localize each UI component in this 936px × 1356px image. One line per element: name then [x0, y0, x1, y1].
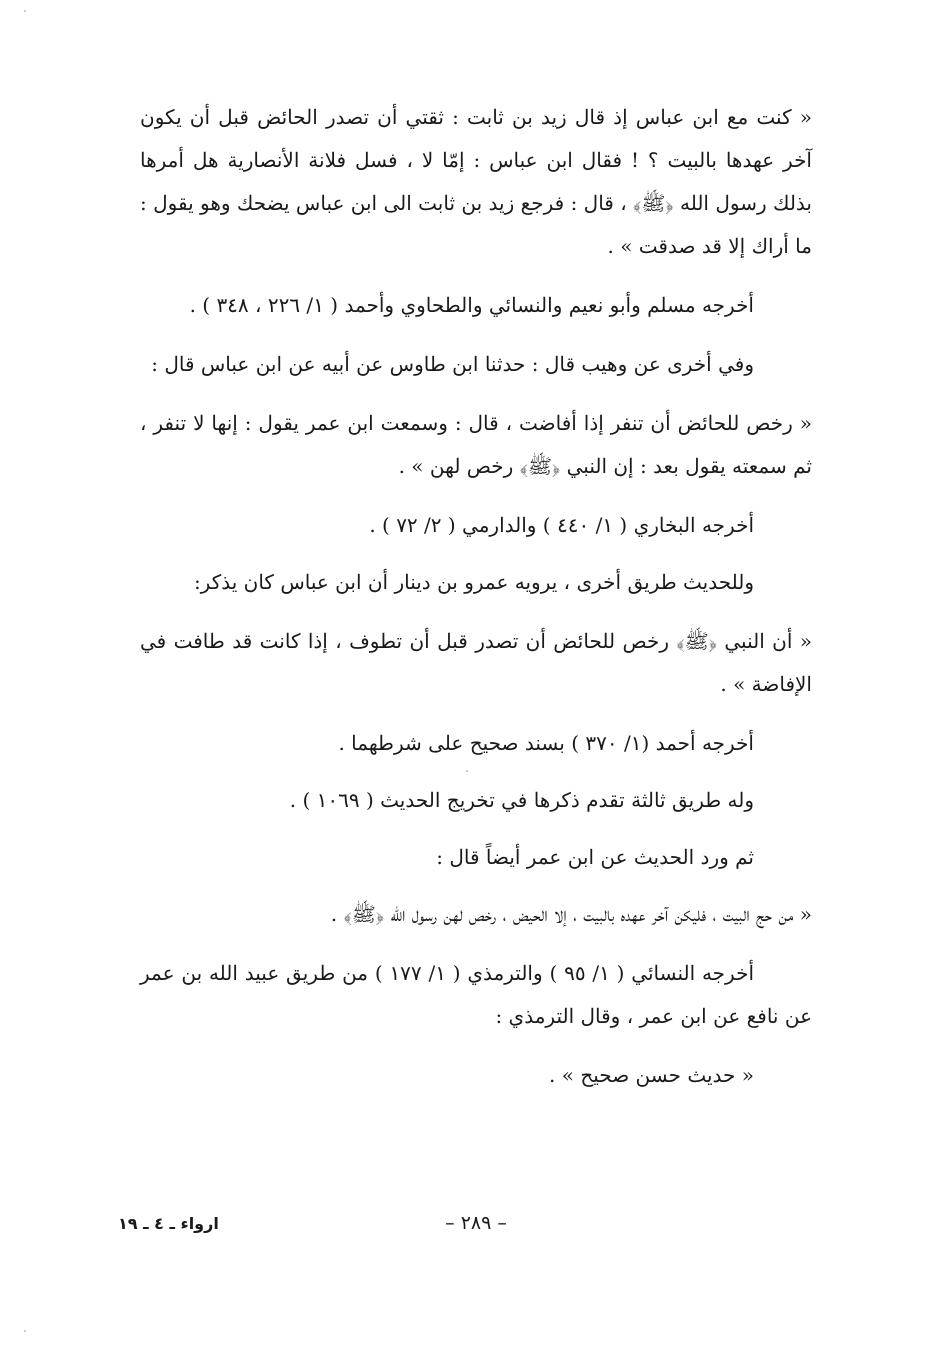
paragraph-8: أخرجه أحمد (١/ ٣٧٠ ) بسند صحيح على شرطهما .: [338, 731, 754, 755]
paragraph-5: أخرجه البخاري ( ١/ ٤٤٠ ) والدارمي ( ٢/ ٧٢ ) .: [369, 513, 754, 537]
book-signature: ارواء ـ ٤ ـ ١٩: [118, 1214, 219, 1233]
page-body: [140, 96, 812, 1111]
scan-speck: [24, 1330, 26, 1332]
paragraph-4: « رخص للحائض أن تنفر إذا أفاضت ، قال : وسمعت ابن عمر يقول : إنها لا تنفر ، ثم سمعته يقول بعد : إن النبي ﴿ﷺ﴾ رخص لهن » .: [140, 411, 812, 478]
page-number: – ٢٨٩ –: [445, 1212, 507, 1234]
paragraph-6: وللحديث طريق أخرى ، يرويه عمرو بن دينار أن ابن عباس كان يذكر:: [193, 570, 754, 594]
paragraph-13: « حديث حسن صحيح » .: [549, 1063, 754, 1087]
page-footer: [118, 1212, 812, 1242]
paragraph-9: وله طريق ثالثة تقدم ذكرها في تخريج الحديث ( ١٠٦٩ ) .: [289, 788, 754, 812]
paragraph-11: « من حج البيت ، فليكن آخر عهده بالبيت ، إلا الحيض ، رخص لهن رسول الله ﴿ﷺ﴾ .: [330, 902, 812, 926]
scan-speck: [24, 10, 26, 12]
scan-speck: [466, 770, 468, 772]
paragraph-7: « أن النبي ﴿ﷺ﴾ رخص للحائض أن تصدر قبل أن تطوف ، إذا كانت قد طافت في الإفاضة » .: [140, 629, 812, 696]
paragraph-3: وفي أخرى عن وهيب قال : حدثنا ابن طاوس عن أبيه عن ابن عباس قال :: [151, 352, 754, 376]
paragraph-12: أخرجه النسائي ( ١/ ٩٥ ) والترمذي ( ١/ ١٧٧ ) من طريق عبيد الله بن عمر عن نافع عن ابن عمر ، وقال الترمذي :: [140, 961, 812, 1028]
paragraph-2: أخرجه مسلم وأبو نعيم والنسائي والطحاوي وأحمد ( ١/ ٢٢٦ ، ٣٤٨ ) .: [189, 293, 754, 317]
paragraph-1: « كنت مع ابن عباس إذ قال زيد بن ثابت : ثقتي أن تصدر الحائض قبل أن يكون آخر عهدها بالبيت ؟ ! فقال ابن عباس : إمّا لا ، فسل فلانة الأنصارية هل أمرها بذلك رسول الله ﴿ﷺ﴾ ، قال : فرجع زيد بن ثابت الى ابن عباس يضحك وهو يقول : ما أراك إلا قد صدقت » .: [140, 105, 812, 258]
paragraph-10: ثم ورد الحديث عن ابن عمر أيضاً قال :: [436, 845, 754, 869]
